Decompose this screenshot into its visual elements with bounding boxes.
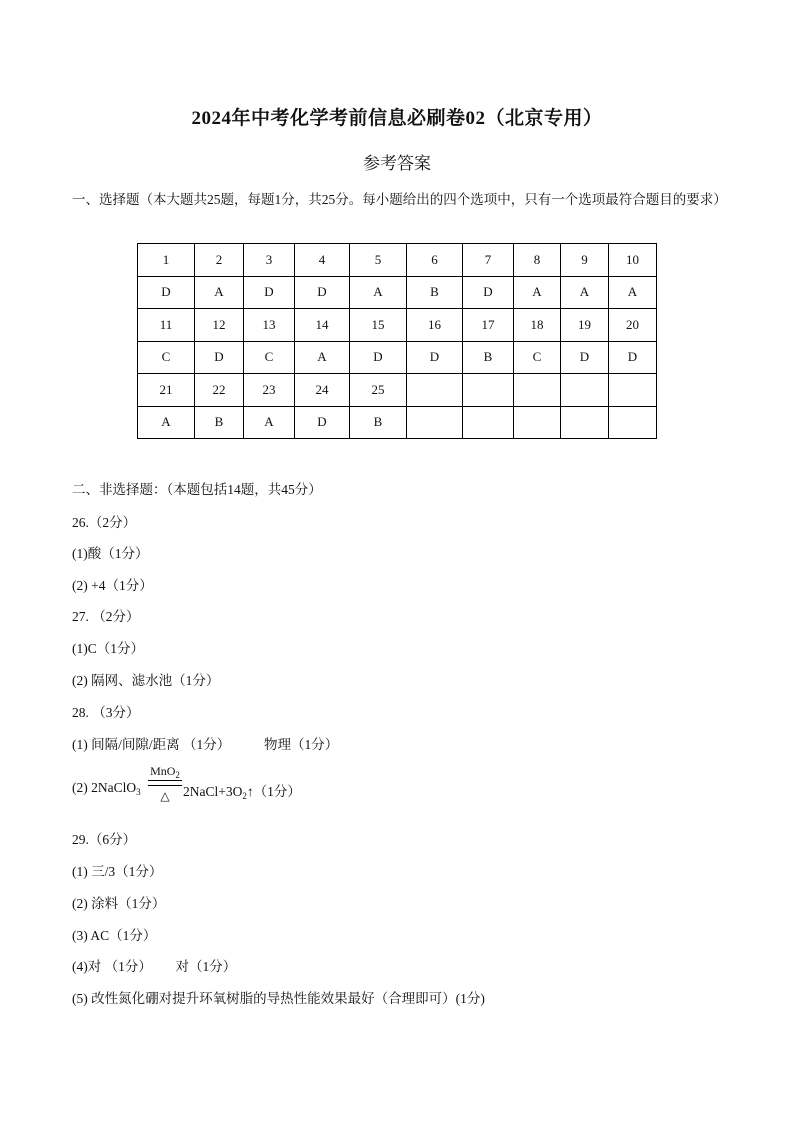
q29-label: 29.（6分）	[72, 832, 137, 847]
question-number-cell: 17	[463, 309, 514, 342]
question-number-cell	[514, 374, 561, 407]
answer-cell	[463, 406, 514, 439]
question-number-cell: 20	[609, 309, 657, 342]
q26-answer-2: (2) +4（1分）	[72, 578, 153, 593]
question-number-cell: 3	[244, 244, 295, 277]
answer-cell: A	[609, 276, 657, 309]
question-number-cell: 21	[138, 374, 195, 407]
question-number-cell: 24	[295, 374, 350, 407]
question-number-cell	[407, 374, 463, 407]
q29-answer-1: (1) 三/3（1分）	[72, 864, 163, 879]
question-number-cell: 2	[195, 244, 244, 277]
question-number-cell: 19	[561, 309, 609, 342]
section1-heading: 一、选择题（本大题共25题，每题1分，共25分。每小题给出的四个选项中，只有一个选项最符合题目的要求）	[72, 192, 727, 207]
equation-reactant: (2) 2NaClO$_3$	[72, 780, 141, 797]
question-number-cell: 13	[244, 309, 295, 342]
question-number-cell: 4	[295, 244, 350, 277]
question-number-cell: 15	[350, 309, 407, 342]
equals-bar	[148, 780, 182, 786]
answer-cell: C	[138, 341, 195, 374]
answer-cell: A	[514, 276, 561, 309]
answer-cell: B	[463, 341, 514, 374]
answer-cell	[561, 406, 609, 439]
answer-cell: D	[407, 341, 463, 374]
answer-cell: A	[244, 406, 295, 439]
answer-cell: B	[195, 406, 244, 439]
q27-answer-2: (2) 隔网、滤水池（1分）	[72, 673, 220, 688]
equation-products: $2NaCl+3O_2↑(1$分）	[183, 784, 301, 801]
page-subtitle: 参考答案	[363, 154, 431, 173]
question-number-cell	[609, 374, 657, 407]
q29-answer-2: (2) 涂料（1分）	[72, 896, 166, 911]
catalyst-label: MnO$_2$	[150, 764, 180, 780]
answer-cell: D	[295, 276, 350, 309]
question-number-cell: 16	[407, 309, 463, 342]
table-row	[138, 244, 657, 277]
q26-label: 26.（2分）	[72, 515, 137, 530]
table-row	[138, 374, 657, 407]
answer-cell: A	[138, 406, 195, 439]
q28-answer-1: (1) 间隔/间隙/距离 （1分） 物理（1分）	[72, 737, 339, 752]
reaction-condition	[148, 764, 182, 804]
q28-label: 28. （3分）	[72, 705, 140, 720]
question-number-cell: 22	[195, 374, 244, 407]
question-number-cell: 23	[244, 374, 295, 407]
answer-cell: D	[463, 276, 514, 309]
answer-cell: D	[561, 341, 609, 374]
answer-table	[137, 243, 657, 439]
answer-cell: D	[244, 276, 295, 309]
q29-answer-4: (4)对 （1分） 对（1分）	[72, 959, 237, 974]
question-number-cell: 25	[350, 374, 407, 407]
question-number-cell: 11	[138, 309, 195, 342]
answer-cell	[514, 406, 561, 439]
question-number-cell	[561, 374, 609, 407]
answer-cell: D	[295, 406, 350, 439]
q26-answer-1: (1)酸（1分）	[72, 546, 149, 561]
q29-answer-3: (3) AC（1分）	[72, 928, 157, 943]
answer-cell: A	[295, 341, 350, 374]
answer-cell: D	[138, 276, 195, 309]
answer-cell: B	[407, 276, 463, 309]
question-number-cell: 9	[561, 244, 609, 277]
question-number-cell: 18	[514, 309, 561, 342]
question-number-cell: 12	[195, 309, 244, 342]
answer-cell: D	[195, 341, 244, 374]
section2-heading: 二、非选择题：（本题包括14题，共45分）	[72, 482, 322, 497]
answer-cell: A	[561, 276, 609, 309]
table-row	[138, 341, 657, 374]
question-number-cell: 5	[350, 244, 407, 277]
question-number-cell: 8	[514, 244, 561, 277]
answer-cell: D	[609, 341, 657, 374]
q27-answer-1: (1)C（1分）	[72, 641, 144, 656]
q29-answer-5: (5) 改性氮化硼对提升环氧树脂的导热性能效果最好（合理即可）(1分)	[72, 991, 485, 1006]
question-number-cell: 6	[407, 244, 463, 277]
answer-cell: A	[195, 276, 244, 309]
answer-cell: D	[350, 341, 407, 374]
answer-cell: B	[350, 406, 407, 439]
table-row	[138, 276, 657, 309]
q27-label: 27. （2分）	[72, 609, 140, 624]
answer-cell	[609, 406, 657, 439]
answer-cell	[407, 406, 463, 439]
answer-cell: C	[244, 341, 295, 374]
question-number-cell: 14	[295, 309, 350, 342]
question-number-cell: 1	[138, 244, 195, 277]
page-title: 2024年中考化学考前信息必刷卷02（北京专用）	[191, 108, 603, 129]
table-row	[138, 309, 657, 342]
answer-cell: A	[350, 276, 407, 309]
question-number-cell: 10	[609, 244, 657, 277]
table-row	[138, 406, 657, 439]
answer-cell: C	[514, 341, 561, 374]
question-number-cell	[463, 374, 514, 407]
question-number-cell: 7	[463, 244, 514, 277]
heat-symbol: △	[160, 789, 170, 803]
